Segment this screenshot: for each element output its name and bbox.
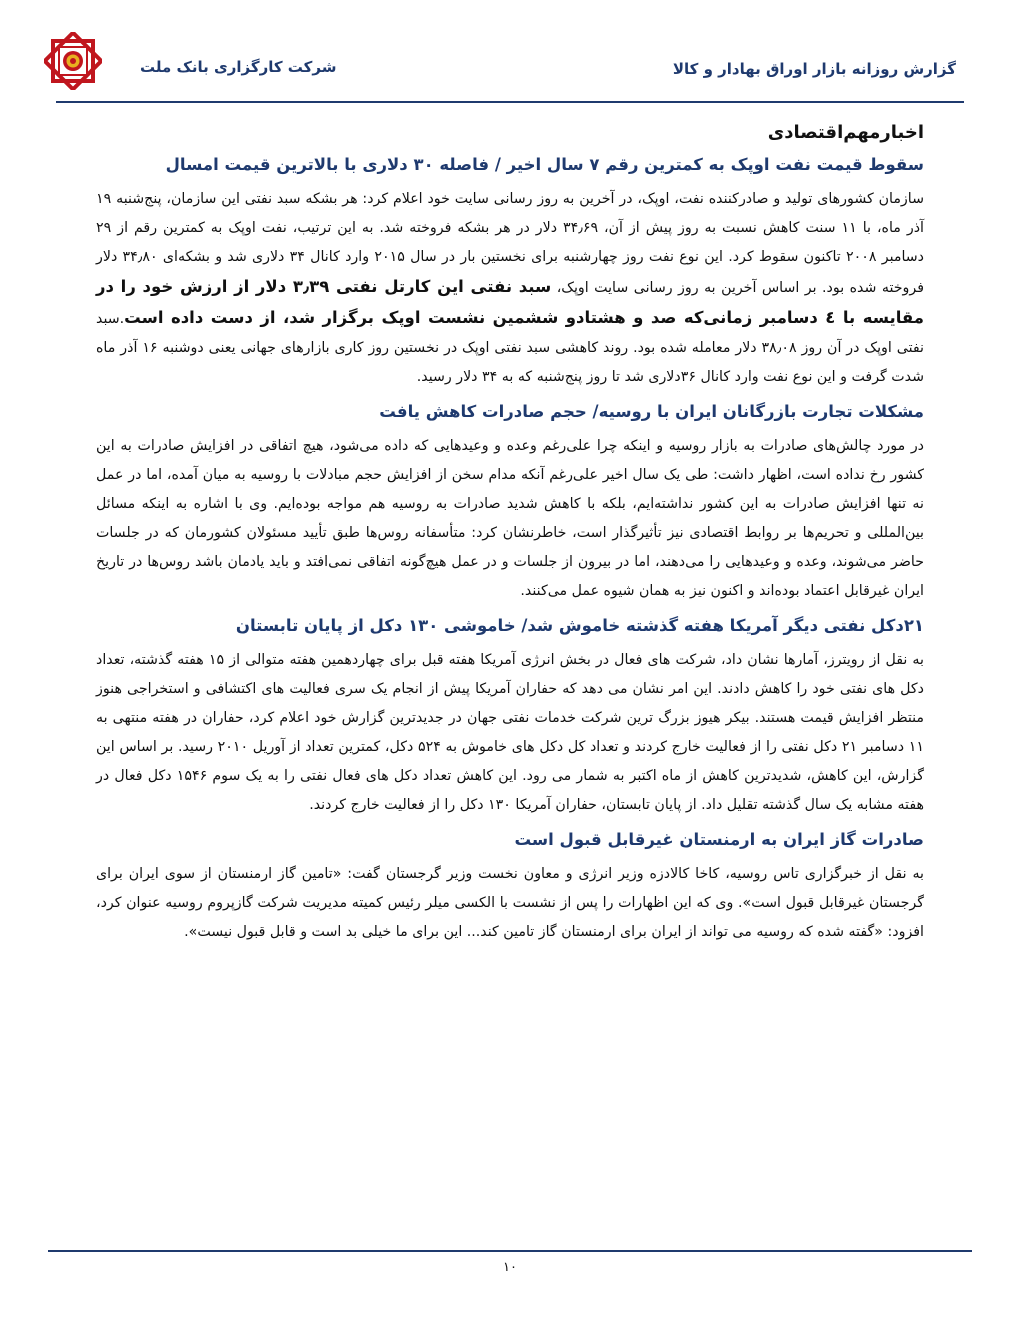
article-title: سقوط قیمت نفت اوپک به کمترین رقم ۷ سال اخیر / فاصله ۳۰ دلاری با بالاترین قیمت امسال xyxy=(165,155,924,174)
page-number: ۱۰ xyxy=(503,1260,517,1275)
article-title: ۲۱دکل نفتی دیگر آمریکا هفته گذشته خاموش شد/ خاموشی ۱۳۰ دکل از پایان تابستان xyxy=(235,616,924,635)
article-body: در مورد چالش‌های صادرات به بازار روسیه و اینکه چرا علی‌رغم وعده و وعیدهایی که داده می‌شود، هیچ اتفاقی در افزایش صادرات به این کشور رخ نداده است، اظهار داشت: طی یک سال اخیر علی‌رغم آنکه مدام سخن از افزایش حجم مبادلات با روسیه به میان آمده، اما در عمل نه تنها افزایش صادرات به این کشور نداشته‌ایم، بلکه با کاهش شدید صادرات به روسیه هم مواجه بوده‌ایم. وی با اشاره به اینکه مسائل بین‌المللی و تحریم‌ها بر روابط اقتصادی نیز تأثیرگذار است، خاطرنشان کرد: متأسفانه روس‌ها طبق تأیید مسئولان کشورمان که در جلسات حاضر می‌شوند، وعده و وعیدهایی را می‌دهند، اما در بیرون از جلسات و در عمل هیچ‌گونه اتفاقی نمی‌افتد و باید یادمان باشد روس‌ها در تاریخ ایران غیرقابل اعتماد بوده‌اند و اکنون نیز به همان شیوه عمل می‌کنند. xyxy=(96,438,924,599)
company-name: شرکت کارگزاری بانک ملت xyxy=(140,58,337,76)
section-title: اخبارمهم‌اقتصادی xyxy=(767,122,924,143)
article-body xyxy=(96,185,924,392)
article-highlight: سبد نفتی این کارتل نفتی ۳٫۳۹ دلار از ارزش خود را در مقایسه با ٤ دسامبر زمانی‌که صد و هشتادو ششمین نشست اوپک برگزار شد، از دست داده است xyxy=(96,277,924,327)
news-content xyxy=(96,118,924,947)
article-body: به نقل از رویترز، آمارها نشان داد، شرکت های فعال در بخش انرژی آمریکا هفته قبل برای چهاردهمین هفته متوالی از ۱۵ هفته گذشته، تعداد دکل های نفتی خود را کاهش دادند. این امر نشان می دهد که حفاران آمریکا پیش از انجام یک سری فعالیت های اکتشافی و استخراجی هنوز منتظر افزایش قیمت هستند. بیکر هیوز بزرگ ترین شرکت خدمات نفتی جهان در جدیدترین گزارش خود اعلام کرد، حفاران در هفته منتهی به ۱۱ دسامبر ۲۱ دکل نفتی را از فعالیت خارج کردند و تعداد کل دکل های خاموش به ۵۲۴ دکل، کمترین تعداد از آوریل ۲۰۱۰ رسید. بر اساس این گزارش، این کاهش، شدیدترین کاهش از ماه اکتبر به شمار می رود. این کاهش تعداد دکل های فعال نفتی را به یک سوم ۱۵۴۶ دکل فعال در هفته مشابه یک سال گذشته تقلیل داد. از پایان تابستان، حفاران آمریکا ۱۳۰ دکل را از فعالیت خارج کردند. xyxy=(96,652,924,813)
bank-mellat-logo-icon xyxy=(44,32,102,90)
article-title: صادرات گاز ایران به ارمنستان غیرقابل قبول است xyxy=(514,830,924,849)
report-title: گزارش روزانه بازار اوراق بهادار و کالا xyxy=(672,60,956,78)
article-title: مشکلات تجارت بازرگانان ایران با روسیه/ حجم صادرات کاهش یافت xyxy=(379,402,924,421)
article-body: به نقل از خبرگزاری تاس روسیه، کاخا کالادزه وزیر انرژی و معاون نخست وزیر گرجستان گفت: «تامین گاز ارمنستان از سوی ایران برای گرجستان غیرقابل قبول است». وی که این اظهارات را پس از نشست با الکسی میلر رئیس کمیته مدیریت شرکت گازپروم روسیه عنوان کرد، افزود: «گفته شده که روسیه می تواند از ایران برای ارمنستان گاز تامین کند... این برای ما خیلی بد است و قابل قبول نیست». xyxy=(96,866,924,940)
article-text: سازمان کشورهای تولید و صادرکننده نفت، اوپک، در آخرین به روز رسانی سایت خود اعلام کرد: هر بشکه سبد نفتی این سازمان، پنج‌شنبه ۱۹ آذر ماه، با ۱۱ سنت کاهش نسبت به روز پیش از آن، ۳۴٫۶۹ دلار در هر بشکه فروخته شد. به این ترتیب، نفت اوپک به کمترین رقم از ۲۹ دسامبر ۲۰۰۸ تاکنون سقوط کرد. این نوع نفت روز چهارشنبه برای نخستین بار در سال ۲۰۱۵ وارد کانال ۳۴ دلاری شد و بشکه‌ای ۳۴٫۸۰ دلار فروخته شده بود. بر اساس آخرین به روز رسانی سایت اوپک، xyxy=(96,191,924,296)
page-header xyxy=(0,0,1020,108)
footer-divider xyxy=(48,1250,972,1252)
header-divider xyxy=(56,101,964,103)
article-text: .سبد نفتی اوپک در آن روز ۳۸٫۰۸ دلار معامله شده بود. روند کاهشی سبد نفتی اوپک در نخستین روز کاری بازارهای جهانی یعنی دوشنبه ۱۶ آذر ماه شدت گرفت و این نوع نفت وارد کانال ۳۶دلاری شد تا روز پنج‌شنبه که به ۳۴ دلار رسید. xyxy=(96,311,924,385)
